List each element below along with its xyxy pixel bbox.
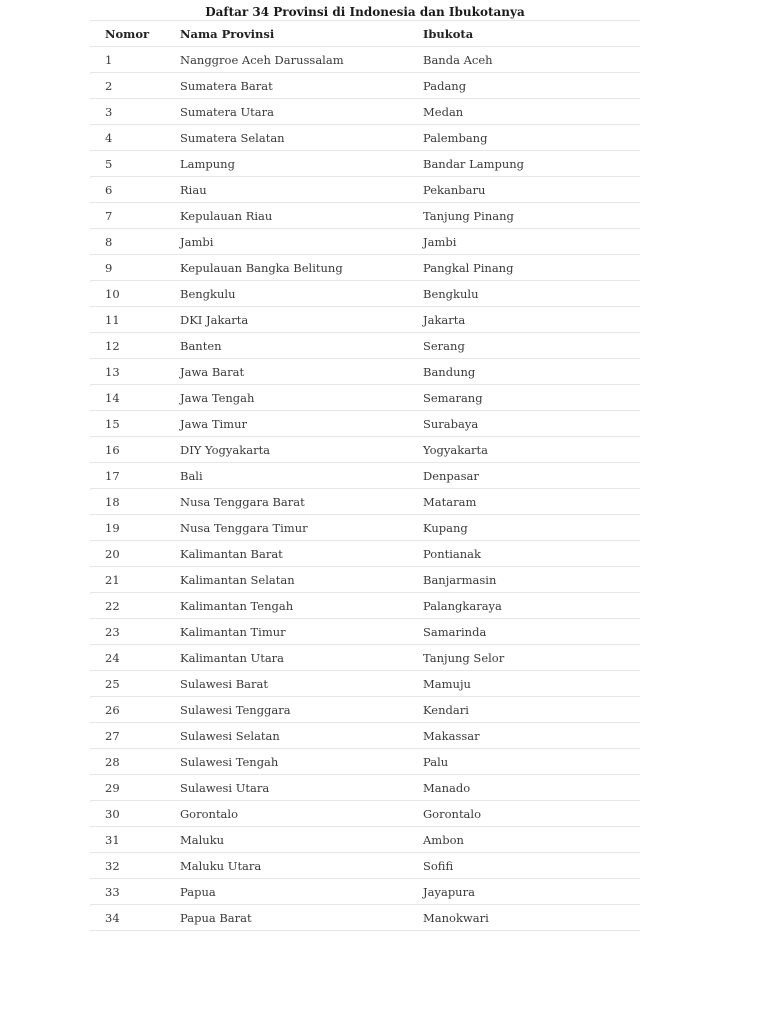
table-row [90,255,640,281]
cell-number: 15 [90,411,165,437]
cell-capital: Surabaya [408,411,640,437]
cell-province-name: Sulawesi Barat [165,671,408,697]
cell-capital: Samarinda [408,619,640,645]
table-row [90,723,640,749]
cell-province-name: Sumatera Selatan [165,125,408,151]
cell-number: 32 [90,853,165,879]
table-row [90,541,640,567]
table-row [90,99,640,125]
cell-province-name: Maluku Utara [165,853,408,879]
table-row [90,645,640,671]
cell-province-name: Sumatera Barat [165,73,408,99]
cell-number: 21 [90,567,165,593]
cell-number: 20 [90,541,165,567]
cell-province-name: Bali [165,463,408,489]
cell-number: 33 [90,879,165,905]
column-header-number: Nomor [90,21,165,47]
cell-capital: Padang [408,73,640,99]
cell-number: 22 [90,593,165,619]
cell-capital: Jambi [408,229,640,255]
table-row [90,229,640,255]
cell-capital: Denpasar [408,463,640,489]
cell-number: 30 [90,801,165,827]
cell-number: 31 [90,827,165,853]
cell-province-name: Lampung [165,151,408,177]
cell-province-name: Sumatera Utara [165,99,408,125]
column-header-province: Nama Provinsi [165,21,408,47]
table-row [90,801,640,827]
cell-number: 7 [90,203,165,229]
cell-number: 16 [90,437,165,463]
table-row [90,905,640,931]
table-row [90,775,640,801]
cell-number: 8 [90,229,165,255]
cell-capital: Pontianak [408,541,640,567]
cell-province-name: Nusa Tenggara Timur [165,515,408,541]
cell-number: 29 [90,775,165,801]
cell-capital: Tanjung Pinang [408,203,640,229]
cell-capital: Palembang [408,125,640,151]
cell-capital: Ambon [408,827,640,853]
cell-capital: Kendari [408,697,640,723]
cell-province-name: DKI Jakarta [165,307,408,333]
cell-province-name: Papua Barat [165,905,408,931]
cell-province-name: Kalimantan Barat [165,541,408,567]
table-row [90,385,640,411]
cell-province-name: Bengkulu [165,281,408,307]
cell-province-name: DIY Yogyakarta [165,437,408,463]
cell-number: 2 [90,73,165,99]
table-row [90,125,640,151]
table-row [90,307,640,333]
table-row [90,593,640,619]
cell-province-name: Sulawesi Tengah [165,749,408,775]
table-row [90,177,640,203]
cell-province-name: Maluku [165,827,408,853]
cell-capital: Yogyakarta [408,437,640,463]
cell-province-name: Kalimantan Timur [165,619,408,645]
cell-province-name: Papua [165,879,408,905]
cell-number: 4 [90,125,165,151]
cell-province-name: Riau [165,177,408,203]
table-row [90,73,640,99]
table-row [90,359,640,385]
cell-province-name: Sulawesi Utara [165,775,408,801]
cell-province-name: Banten [165,333,408,359]
cell-capital: Palu [408,749,640,775]
cell-number: 18 [90,489,165,515]
cell-number: 5 [90,151,165,177]
cell-capital: Banda Aceh [408,47,640,73]
cell-province-name: Nusa Tenggara Barat [165,489,408,515]
cell-number: 6 [90,177,165,203]
cell-number: 14 [90,385,165,411]
cell-capital: Medan [408,99,640,125]
table-row [90,749,640,775]
cell-capital: Bengkulu [408,281,640,307]
table-row [90,671,640,697]
cell-capital: Bandar Lampung [408,151,640,177]
table-row [90,203,640,229]
cell-number: 1 [90,47,165,73]
cell-number: 24 [90,645,165,671]
cell-number: 12 [90,333,165,359]
cell-province-name: Jawa Tengah [165,385,408,411]
cell-province-name: Kepulauan Bangka Belitung [165,255,408,281]
cell-capital: Bandung [408,359,640,385]
cell-number: 34 [90,905,165,931]
cell-province-name: Jawa Timur [165,411,408,437]
cell-capital: Pangkal Pinang [408,255,640,281]
cell-number: 28 [90,749,165,775]
table-row [90,827,640,853]
cell-capital: Kupang [408,515,640,541]
cell-number: 17 [90,463,165,489]
cell-number: 25 [90,671,165,697]
cell-number: 9 [90,255,165,281]
cell-number: 27 [90,723,165,749]
cell-province-name: Kalimantan Selatan [165,567,408,593]
cell-province-name: Kalimantan Utara [165,645,408,671]
cell-capital: Tanjung Selor [408,645,640,671]
table-row [90,489,640,515]
table-row [90,463,640,489]
cell-province-name: Jawa Barat [165,359,408,385]
table-row [90,151,640,177]
cell-number: 13 [90,359,165,385]
cell-capital: Sofifi [408,853,640,879]
table-row [90,515,640,541]
cell-number: 23 [90,619,165,645]
cell-capital: Palangkaraya [408,593,640,619]
table-row [90,281,640,307]
cell-province-name: Kalimantan Tengah [165,593,408,619]
cell-number: 11 [90,307,165,333]
table-row [90,411,640,437]
cell-capital: Manokwari [408,905,640,931]
column-header-capital: Ibukota [408,21,640,47]
table-body [90,47,640,931]
cell-capital: Semarang [408,385,640,411]
cell-capital: Gorontalo [408,801,640,827]
cell-capital: Pekanbaru [408,177,640,203]
cell-number: 3 [90,99,165,125]
cell-capital: Manado [408,775,640,801]
cell-province-name: Sulawesi Tenggara [165,697,408,723]
table-row [90,879,640,905]
table-row [90,47,640,73]
table-row [90,619,640,645]
table-row [90,567,640,593]
cell-capital: Jayapura [408,879,640,905]
table-row [90,853,640,879]
cell-province-name: Nanggroe Aceh Darussalam [165,47,408,73]
cell-number: 26 [90,697,165,723]
cell-capital: Jakarta [408,307,640,333]
cell-capital: Banjarmasin [408,567,640,593]
cell-province-name: Kepulauan Riau [165,203,408,229]
cell-province-name: Sulawesi Selatan [165,723,408,749]
table-row [90,333,640,359]
document-title: Daftar 34 Provinsi di Indonesia dan Ibukotanya [205,5,525,19]
cell-province-name: Jambi [165,229,408,255]
table-row [90,437,640,463]
cell-capital: Mamuju [408,671,640,697]
cell-capital: Mataram [408,489,640,515]
table-row [90,697,640,723]
cell-province-name: Gorontalo [165,801,408,827]
cell-number: 19 [90,515,165,541]
cell-number: 10 [90,281,165,307]
cell-capital: Makassar [408,723,640,749]
table-header-row [90,21,640,47]
cell-capital: Serang [408,333,640,359]
province-table [90,20,640,931]
